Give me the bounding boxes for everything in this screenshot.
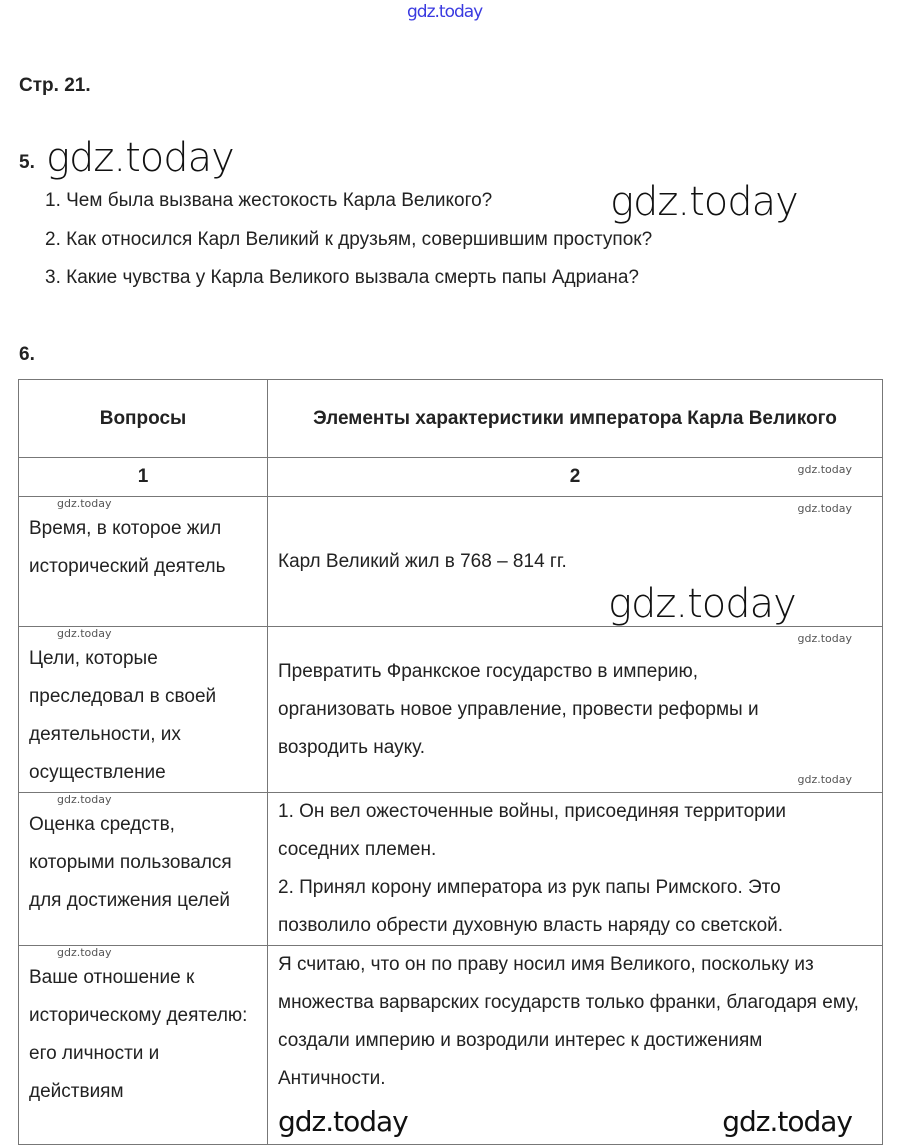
watermark: gdz.today bbox=[608, 581, 796, 627]
watermark-top: gdz.today bbox=[407, 2, 483, 22]
row-question: Ваше отношение к историческому деятелю: его личности и действиям bbox=[29, 967, 248, 1102]
row-answer-cell bbox=[268, 497, 883, 627]
task-5-number: 5. bbox=[19, 152, 35, 173]
watermark: gdz.today bbox=[722, 1105, 852, 1138]
watermark: gdz.today bbox=[610, 179, 798, 225]
answer-point-1: 1. Он вел ожесточенные войны, присоединяя территории соседних племен. bbox=[278, 801, 786, 860]
answer-point-2: 2. Принял корону императора из рук папы Римского. Это позволило обрести духовную власть наряду со светской. bbox=[278, 877, 784, 936]
watermark: gdz.today bbox=[797, 773, 852, 786]
watermark: gdz.today bbox=[46, 135, 234, 181]
col-number-2-cell bbox=[268, 458, 883, 497]
row-answer: Карл Великий жил в 768 – 814 гг. bbox=[278, 550, 567, 572]
row-question-cell bbox=[19, 497, 268, 627]
row-question: Оценка средств, которыми пользовался для достижения целей bbox=[29, 814, 232, 911]
watermark: gdz.today bbox=[797, 502, 852, 515]
watermark: gdz.today bbox=[57, 627, 112, 640]
table-row bbox=[19, 793, 883, 946]
row-answer-cell bbox=[268, 627, 883, 793]
question-1: 1. Чем была вызвана жестокость Карла Великого? bbox=[45, 190, 493, 211]
watermark: gdz.today bbox=[57, 946, 112, 959]
row-question: Время, в которое жил исторический деятель bbox=[29, 518, 226, 577]
task-6-number: 6. bbox=[19, 344, 35, 365]
table-header-row bbox=[19, 380, 883, 458]
table-row bbox=[19, 627, 883, 793]
page-title: Стр. 21. bbox=[19, 75, 91, 96]
watermark: gdz.today bbox=[57, 793, 112, 806]
watermark: gdz.today bbox=[797, 463, 852, 476]
row-answer: Превратить Франкское государство в империю, организовать новое управление, провести реформы и возродить науку. bbox=[278, 660, 759, 758]
column-number-row bbox=[19, 458, 883, 497]
header-elements: Элементы характеристики императора Карла Великого bbox=[268, 380, 883, 458]
watermark: gdz.today bbox=[57, 497, 112, 510]
row-answer: Я считаю, что он по праву носил имя Великого, поскольку из множества варварских государств только франки, благодаря ему, создали империю и возродили интерес к достижениям Античности. bbox=[278, 954, 859, 1089]
row-answer-cell bbox=[268, 946, 883, 1145]
col-number-1: 1 bbox=[19, 458, 268, 497]
row-answer bbox=[268, 793, 883, 946]
col-number-2: 2 bbox=[569, 466, 581, 487]
row-question-cell bbox=[19, 627, 268, 793]
table-row bbox=[19, 497, 883, 627]
row-question-cell bbox=[19, 793, 268, 946]
table-row bbox=[19, 946, 883, 1145]
characteristics-table bbox=[18, 379, 883, 1145]
question-2: 2. Как относился Карл Великий к друзьям, совершившим проступок? bbox=[45, 229, 653, 250]
row-question: Цели, которые преследовал в своей деятельности, их осуществление bbox=[29, 648, 217, 783]
row-question-cell bbox=[19, 946, 268, 1145]
header-questions: Вопросы bbox=[19, 380, 268, 458]
question-3: 3. Какие чувства у Карла Великого вызвала смерть папы Адриана? bbox=[45, 267, 639, 288]
watermark: gdz.today bbox=[797, 632, 852, 645]
watermark: gdz.today bbox=[278, 1105, 408, 1138]
